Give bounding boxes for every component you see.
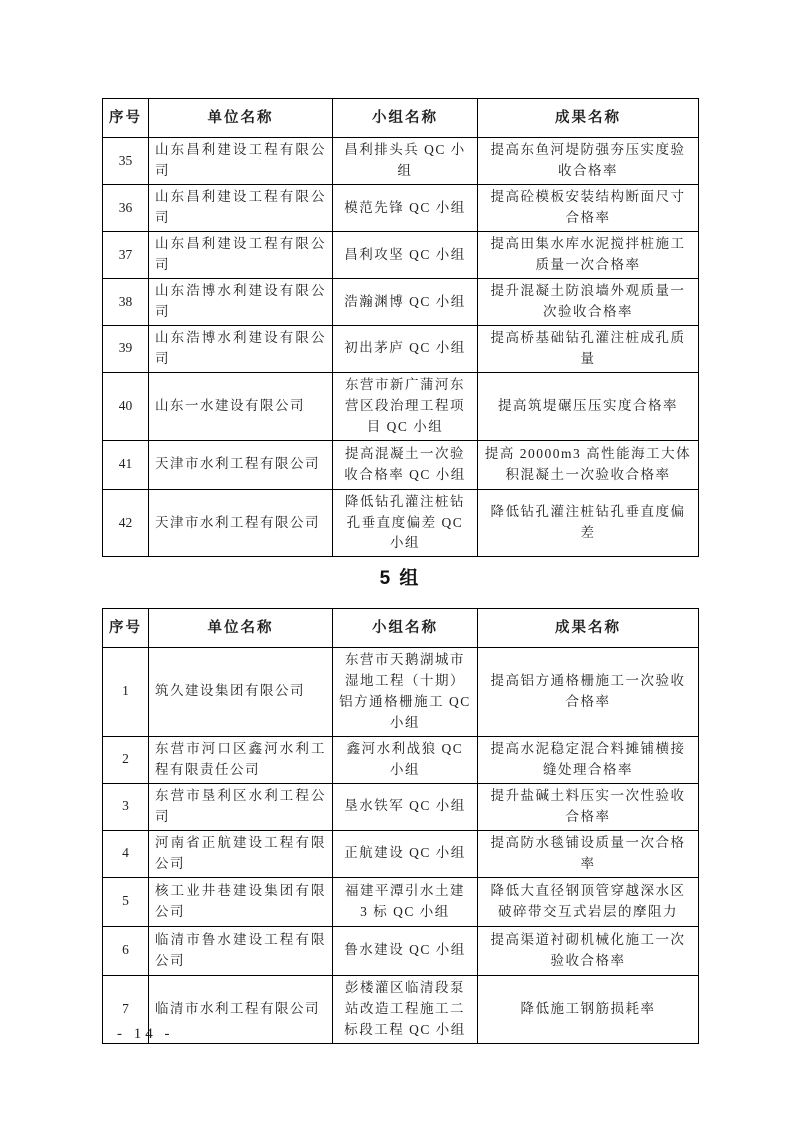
- group-cell: 昌利攻坚 QC 小组: [333, 232, 478, 279]
- table-row: [103, 877, 699, 926]
- result-cell: 降低大直径钢顶管穿越深水区破碎带交互式岩层的摩阻力: [478, 877, 699, 926]
- result-cell: 提高铝方通格栅施工一次验收合格率: [478, 648, 699, 737]
- group-cell: 鑫河水利战狼 QC 小组: [333, 736, 478, 783]
- group-cell: 东营市新广蒲河东营区段治理工程项目 QC 小组: [333, 372, 478, 440]
- group-cell: 初出茅庐 QC 小组: [333, 326, 478, 373]
- column-header-serial: 序号: [103, 99, 149, 138]
- result-cell: 提升盐碱土料压实一次性验收合格率: [478, 783, 699, 830]
- serial-cell: 2: [103, 736, 149, 783]
- table-row: [103, 372, 699, 440]
- result-cell: 提高筑堤碾压压实度合格率: [478, 372, 699, 440]
- unit-cell: 东营市河口区鑫河水利工程有限责任公司: [149, 736, 333, 783]
- group-cell: 降低钻孔灌注桩钻孔垂直度偏差 QC 小组: [333, 489, 478, 557]
- serial-cell: 37: [103, 232, 149, 279]
- serial-cell: 4: [103, 830, 149, 877]
- table-row: [103, 783, 699, 830]
- serial-cell: 7: [103, 975, 149, 1043]
- table-header-row: [103, 99, 699, 138]
- result-cell: 提高渠道衬砌机械化施工一次验收合格率: [478, 926, 699, 975]
- unit-cell: 山东昌利建设工程有限公司: [149, 138, 333, 185]
- result-cell: 提高 20000m3 高性能海工大体积混凝土一次验收合格率: [478, 440, 699, 489]
- table-row: [103, 975, 699, 1043]
- serial-cell: 5: [103, 877, 149, 926]
- table-row: [103, 489, 699, 557]
- column-header-result: 成果名称: [478, 609, 699, 648]
- group-cell: 彭楼灌区临清段泵站改造工程施工二标段工程 QC 小组: [333, 975, 478, 1043]
- serial-cell: 6: [103, 926, 149, 975]
- unit-cell: 天津市水利工程有限公司: [149, 440, 333, 489]
- result-cell: 提高防水毯铺设质量一次合格率: [478, 830, 699, 877]
- serial-cell: 3: [103, 783, 149, 830]
- unit-cell: 山东一水建设有限公司: [149, 372, 333, 440]
- serial-cell: 39: [103, 326, 149, 373]
- group-cell: 提高混凝土一次验收合格率 QC 小组: [333, 440, 478, 489]
- column-header-unit: 单位名称: [149, 609, 333, 648]
- column-header-unit: 单位名称: [149, 99, 333, 138]
- group-cell: 垦水铁军 QC 小组: [333, 783, 478, 830]
- result-cell: 降低钻孔灌注桩钻孔垂直度偏差: [478, 489, 699, 557]
- unit-cell: 山东浩博水利建设有限公司: [149, 279, 333, 326]
- unit-cell: 筑久建设集团有限公司: [149, 648, 333, 737]
- unit-cell: 核工业井巷建设集团有限公司: [149, 877, 333, 926]
- column-header-group: 小组名称: [333, 99, 478, 138]
- table-row: [103, 926, 699, 975]
- result-cell: 提高桥基础钻孔灌注桩成孔质量: [478, 326, 699, 373]
- unit-cell: 山东浩博水利建设有限公司: [149, 326, 333, 373]
- table-row: [103, 648, 699, 737]
- serial-cell: 1: [103, 648, 149, 737]
- table-row: [103, 138, 699, 185]
- result-cell: 提高东鱼河堤防强夯压实度验收合格率: [478, 138, 699, 185]
- table-row: [103, 279, 699, 326]
- serial-cell: 36: [103, 185, 149, 232]
- column-header-result: 成果名称: [478, 99, 699, 138]
- table-row: [103, 185, 699, 232]
- serial-cell: 38: [103, 279, 149, 326]
- unit-cell: 山东昌利建设工程有限公司: [149, 185, 333, 232]
- column-header-group: 小组名称: [333, 609, 478, 648]
- unit-cell: 东营市垦利区水利工程公司: [149, 783, 333, 830]
- group-cell: 东营市天鹅湖城市湿地工程（十期）铝方通格栅施工 QC 小组: [333, 648, 478, 737]
- result-cell: 降低施工钢筋损耗率: [478, 975, 699, 1043]
- page-number: - 14 -: [117, 1026, 174, 1042]
- unit-cell: 山东昌利建设工程有限公司: [149, 232, 333, 279]
- result-cell: 提升混凝土防浪墙外观质量一次验收合格率: [478, 279, 699, 326]
- table-row: [103, 232, 699, 279]
- unit-cell: 临清市水利工程有限公司: [149, 975, 333, 1043]
- group-cell: 鲁水建设 QC 小组: [333, 926, 478, 975]
- serial-cell: 42: [103, 489, 149, 557]
- column-header-serial: 序号: [103, 609, 149, 648]
- group-cell: 正航建设 QC 小组: [333, 830, 478, 877]
- group-cell: 昌利排头兵 QC 小组: [333, 138, 478, 185]
- group-cell: 模范先锋 QC 小组: [333, 185, 478, 232]
- table-header-row: [103, 609, 699, 648]
- serial-cell: 35: [103, 138, 149, 185]
- table-row: [103, 830, 699, 877]
- table-row: [103, 736, 699, 783]
- section-title-group5: 5 组: [379, 568, 421, 589]
- qc-results-table-group5: [102, 608, 699, 1044]
- qc-results-table-group4: [102, 98, 699, 557]
- unit-cell: 天津市水利工程有限公司: [149, 489, 333, 557]
- unit-cell: 河南省正航建设工程有限公司: [149, 830, 333, 877]
- group-cell: 福建平潭引水土建 3 标 QC 小组: [333, 877, 478, 926]
- serial-cell: 41: [103, 440, 149, 489]
- result-cell: 提高田集水库水泥搅拌桩施工质量一次合格率: [478, 232, 699, 279]
- result-cell: 提高砼模板安装结构断面尺寸合格率: [478, 185, 699, 232]
- group-cell: 浩瀚渊博 QC 小组: [333, 279, 478, 326]
- table-row: [103, 440, 699, 489]
- unit-cell: 临清市鲁水建设工程有限公司: [149, 926, 333, 975]
- serial-cell: 40: [103, 372, 149, 440]
- result-cell: 提高水泥稳定混合料摊铺横接缝处理合格率: [478, 736, 699, 783]
- table-row: [103, 326, 699, 373]
